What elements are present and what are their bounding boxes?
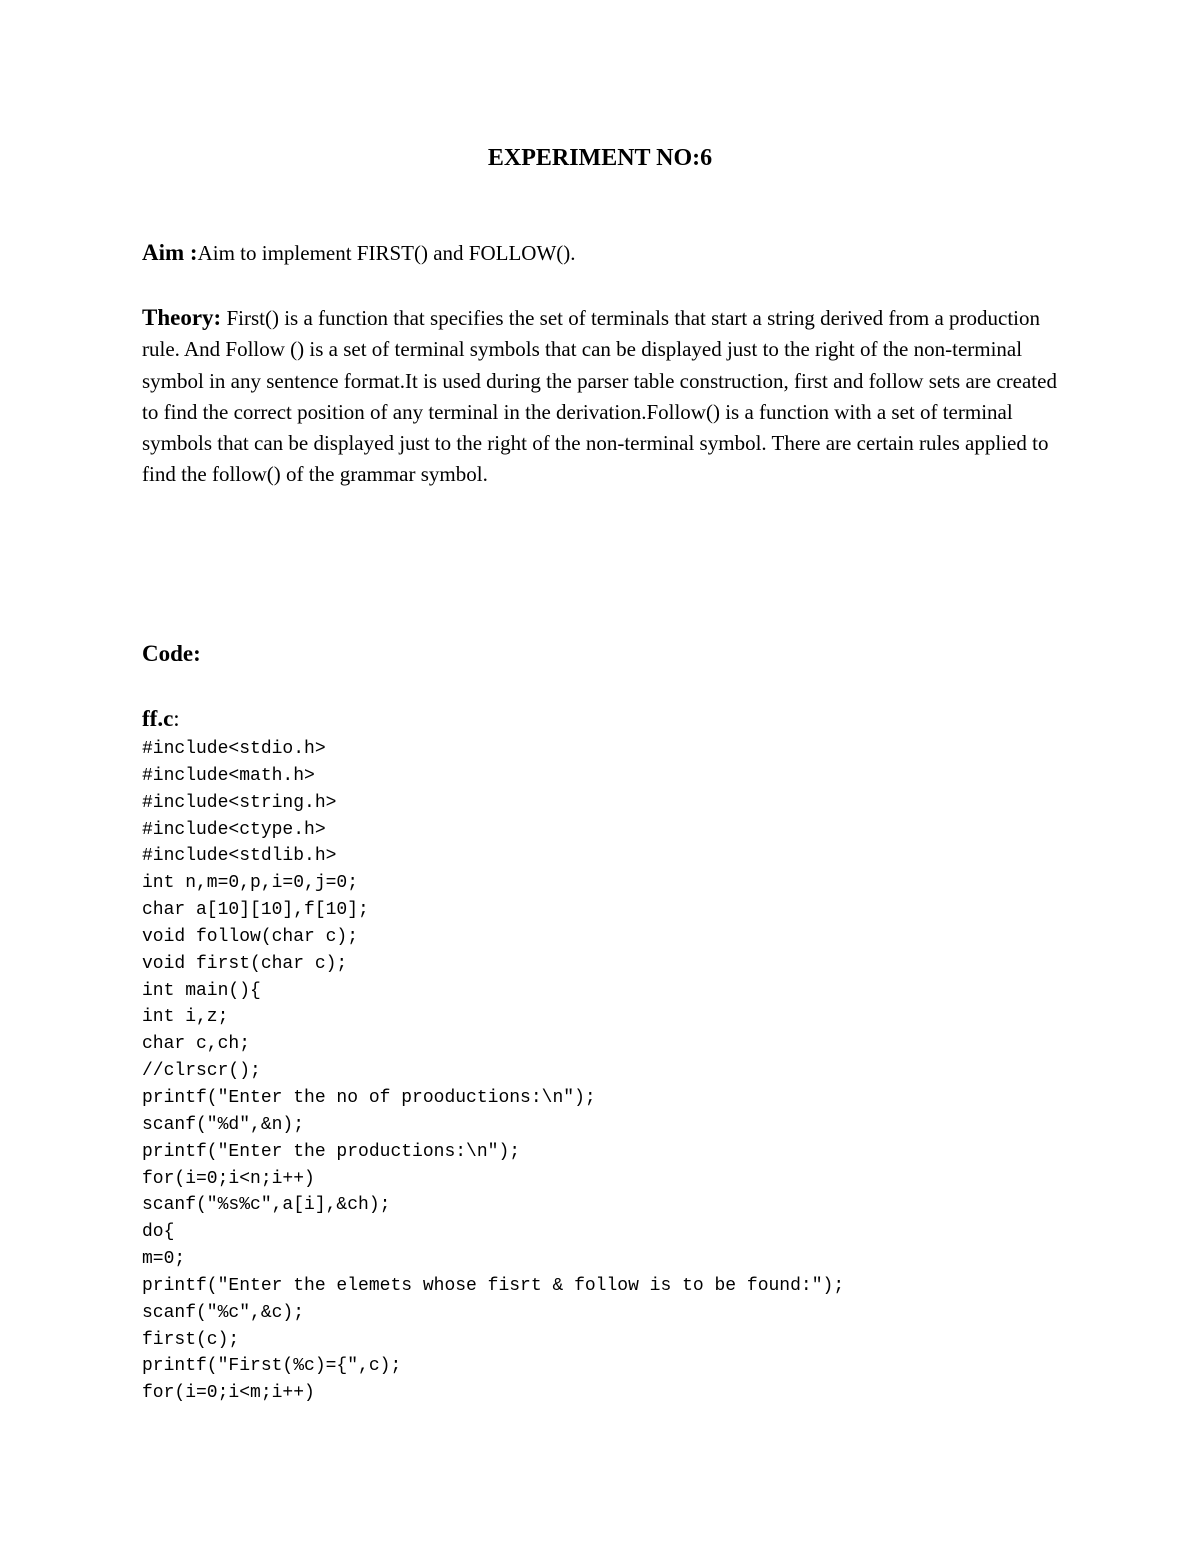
theory-paragraph [142,302,1072,491]
file-heading [142,705,180,733]
code-line: void first(char c); [142,953,348,974]
code-line: char c,ch; [142,1034,251,1055]
code-line: #include<string.h> [142,792,337,813]
code-line: char a[10][10],f[10]; [142,900,369,921]
aim-text: Aim to implement FIRST() and FOLLOW(). [197,241,576,265]
code-line: #include<stdlib.h> [142,846,337,867]
aim-paragraph [142,239,1062,267]
code-line: #include<ctype.h> [142,819,326,840]
code-line: #include<stdio.h> [142,739,326,759]
file-name: ff.c [142,706,174,731]
code-line: int main(){ [142,980,261,1001]
code-block [142,736,844,1407]
code-line: printf("First(%c)={",c); [142,1356,402,1377]
code-line: void follow(char c); [142,926,359,947]
theory-text: First() is a function that specifies the set of terminals that start a string derived from a production rule. And Follow () is a set of terminal symbols that can be displayed just to the right of the non-terminal symbol in any sentence format.It is used during the parser table construction, first and follow sets are created to find the correct position of any terminal in the derivation.Follow() is a function with a set of terminal symbols that can be displayed just to the right of the non-terminal symbol. There are certain rules applied to find the follow() of the grammar symbol. [142,306,1057,487]
code-line: first(c); [142,1329,240,1350]
code-line: //clrscr(); [142,1061,261,1082]
file-name-suffix: : [173,706,180,731]
code-line: printf("Enter the elemets whose fisrt & follow is to be found:"); [142,1275,845,1296]
code-line: m=0; [142,1249,186,1270]
code-line: scanf("%s%c",a[i],&ch); [142,1195,391,1216]
code-line: int i,z; [142,1007,229,1028]
code-line: printf("Enter the no of prooductions:\n"); [142,1087,596,1108]
theory-label: Theory: [142,305,222,330]
code-line: #include<math.h> [142,765,315,786]
code-line: scanf("%c",&c); [142,1302,305,1323]
code-line: for(i=0;i<n;i++) [142,1168,315,1189]
code-line: int n,m=0,p,i=0,j=0; [142,873,359,894]
code-heading: Code: [142,641,201,666]
code-line: scanf("%d",&n); [142,1114,305,1135]
aim-label: Aim : [142,240,198,265]
code-line: for(i=0;i<m;i++) [142,1383,315,1404]
code-line: do{ [142,1222,175,1243]
code-line: printf("Enter the productions:\n"); [142,1141,521,1162]
experiment-title: EXPERIMENT NO:6 [487,145,713,171]
